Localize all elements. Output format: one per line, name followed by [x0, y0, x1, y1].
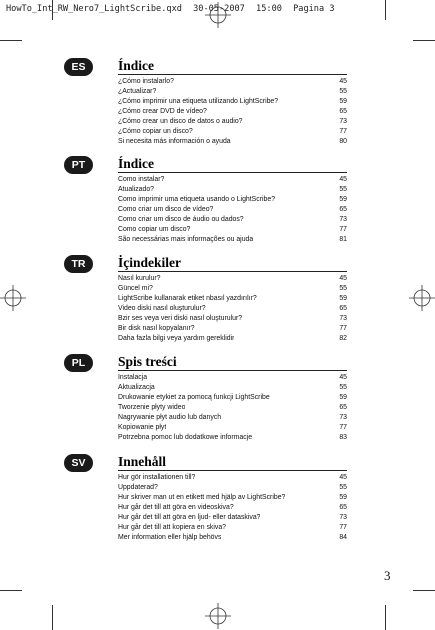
toc-entry: ¿Cómo crear DVD de vídeo? 65: [118, 108, 347, 115]
registration-mark-icon: [409, 285, 435, 311]
language-badge: PL: [64, 354, 93, 372]
toc-entry: Aktualizacja 55: [118, 384, 347, 391]
toc-entry: ¿Actualizar? 55: [118, 88, 347, 95]
toc-entry: ¿Cómo crear un disco de datos o audio? 73: [118, 118, 347, 125]
toc-entry: Como copiar um disco? 77: [118, 226, 347, 233]
toc-entry: Hur går det till att kopiera en skiva? 77: [118, 524, 347, 531]
crop-mark: [385, 0, 386, 20]
toc-title: Índice: [118, 58, 155, 73]
toc-entry: Como instalar? 45: [118, 176, 347, 183]
title-divider: [118, 271, 347, 272]
crop-mark: [413, 40, 435, 41]
toc-entry: Atualizado? 55: [118, 186, 347, 193]
slug-page: Pagina 3: [293, 4, 335, 14]
toc-entry: Nasıl kurulur? 45: [118, 275, 347, 282]
toc-entry: Como criar um disco de vídeo? 65: [118, 206, 347, 213]
toc-entry: ¿Cómo instalarlo? 45: [118, 78, 347, 85]
toc-content: [118, 255, 347, 344]
toc-entry: Si necesita más información o ayuda 80: [118, 138, 347, 145]
toc-entry: ¿Cómo imprimir una etiqueta utilizando LightScribe? 59: [118, 98, 347, 105]
toc-entry: Tworzenie płyty wideo 65: [118, 404, 347, 411]
crop-mark: [0, 590, 22, 591]
language-badge: SV: [64, 454, 93, 472]
crop-mark: [385, 605, 386, 630]
title-divider: [118, 370, 347, 371]
toc-entry: Uppdaterad? 55: [118, 484, 347, 491]
toc-entry: ¿Cómo copiar un disco? 77: [118, 128, 347, 135]
toc-content: [118, 354, 347, 443]
toc-content: [118, 454, 347, 543]
title-divider: [118, 470, 347, 471]
language-badge: TR: [64, 255, 93, 273]
registration-mark-icon: [205, 2, 231, 28]
toc-entry: Drukowanie etykiet za pomocą funkcji LightScribe 59: [118, 394, 347, 401]
registration-mark-icon: [0, 285, 26, 311]
toc-entry: Potrzebna pomoc lub dodatkowe informacje 83: [118, 434, 347, 441]
toc-title: Índice: [118, 156, 155, 171]
toc-title: Innehåll: [118, 454, 167, 469]
crop-mark: [52, 605, 53, 630]
toc-entry: Instalacja 45: [118, 374, 347, 381]
toc-entry: São necessárias mais informações ou ajuda 81: [118, 236, 347, 243]
toc-entry: Bzir ses veya veri diski nasıl oluşturulur? 73: [118, 315, 347, 322]
title-divider: [118, 172, 347, 173]
toc-entry: Daha fazla bilgi veya yardım gereklidir 82: [118, 335, 347, 342]
file-slug: [6, 4, 341, 14]
toc-entry: Güncel mi? 55: [118, 285, 347, 292]
toc-entry: Hur går det till att göra en videoskiva? 65: [118, 504, 347, 511]
slug-date: 30-05-2007: [193, 4, 245, 14]
toc-entry: Video diski nasıl oluşturulur? 65: [118, 305, 347, 312]
crop-mark: [0, 40, 22, 41]
crop-mark: [413, 590, 435, 591]
registration-mark-icon: [205, 603, 231, 629]
toc-entry: Hur gör installationen till? 45: [118, 474, 347, 481]
toc-entry: Kopiowanie płyt 77: [118, 424, 347, 431]
toc-content: [118, 156, 347, 245]
toc-entry: Como criar um disco de áudio ou dados? 73: [118, 216, 347, 223]
toc-title: İçindekiler: [118, 255, 181, 270]
toc-entry: Hur går det till att göra en ljud- eller dataskiva? 73: [118, 514, 347, 521]
language-badge: PT: [64, 156, 93, 174]
toc-entry: LightScribe kullanarak etiket nbasıl yazdırılır? 59: [118, 295, 347, 302]
toc-entry: Como imprimir uma etiqueta usando o LightScribe? 59: [118, 196, 347, 203]
toc-entry: Nagrywanie płyt audio lub danych 73: [118, 414, 347, 421]
language-badge: ES: [64, 58, 93, 76]
crop-mark: [52, 0, 53, 20]
toc-entry: Hur skriver man ut en etikett med hjälp av LightScribe? 59: [118, 494, 347, 501]
toc-content: [118, 58, 347, 147]
slug-time: 15:00: [256, 4, 282, 14]
slug-filename: HowTo_Int_RW_Nero7_LightScribe.qxd: [6, 4, 182, 14]
toc-entry: Bir disk nasıl kopyalanır? 77: [118, 325, 347, 332]
toc-entry: Mer information eller hjälp behövs 84: [118, 534, 347, 541]
title-divider: [118, 74, 347, 75]
toc-title: Spis treści: [118, 354, 177, 369]
page-number: 3: [384, 568, 391, 583]
